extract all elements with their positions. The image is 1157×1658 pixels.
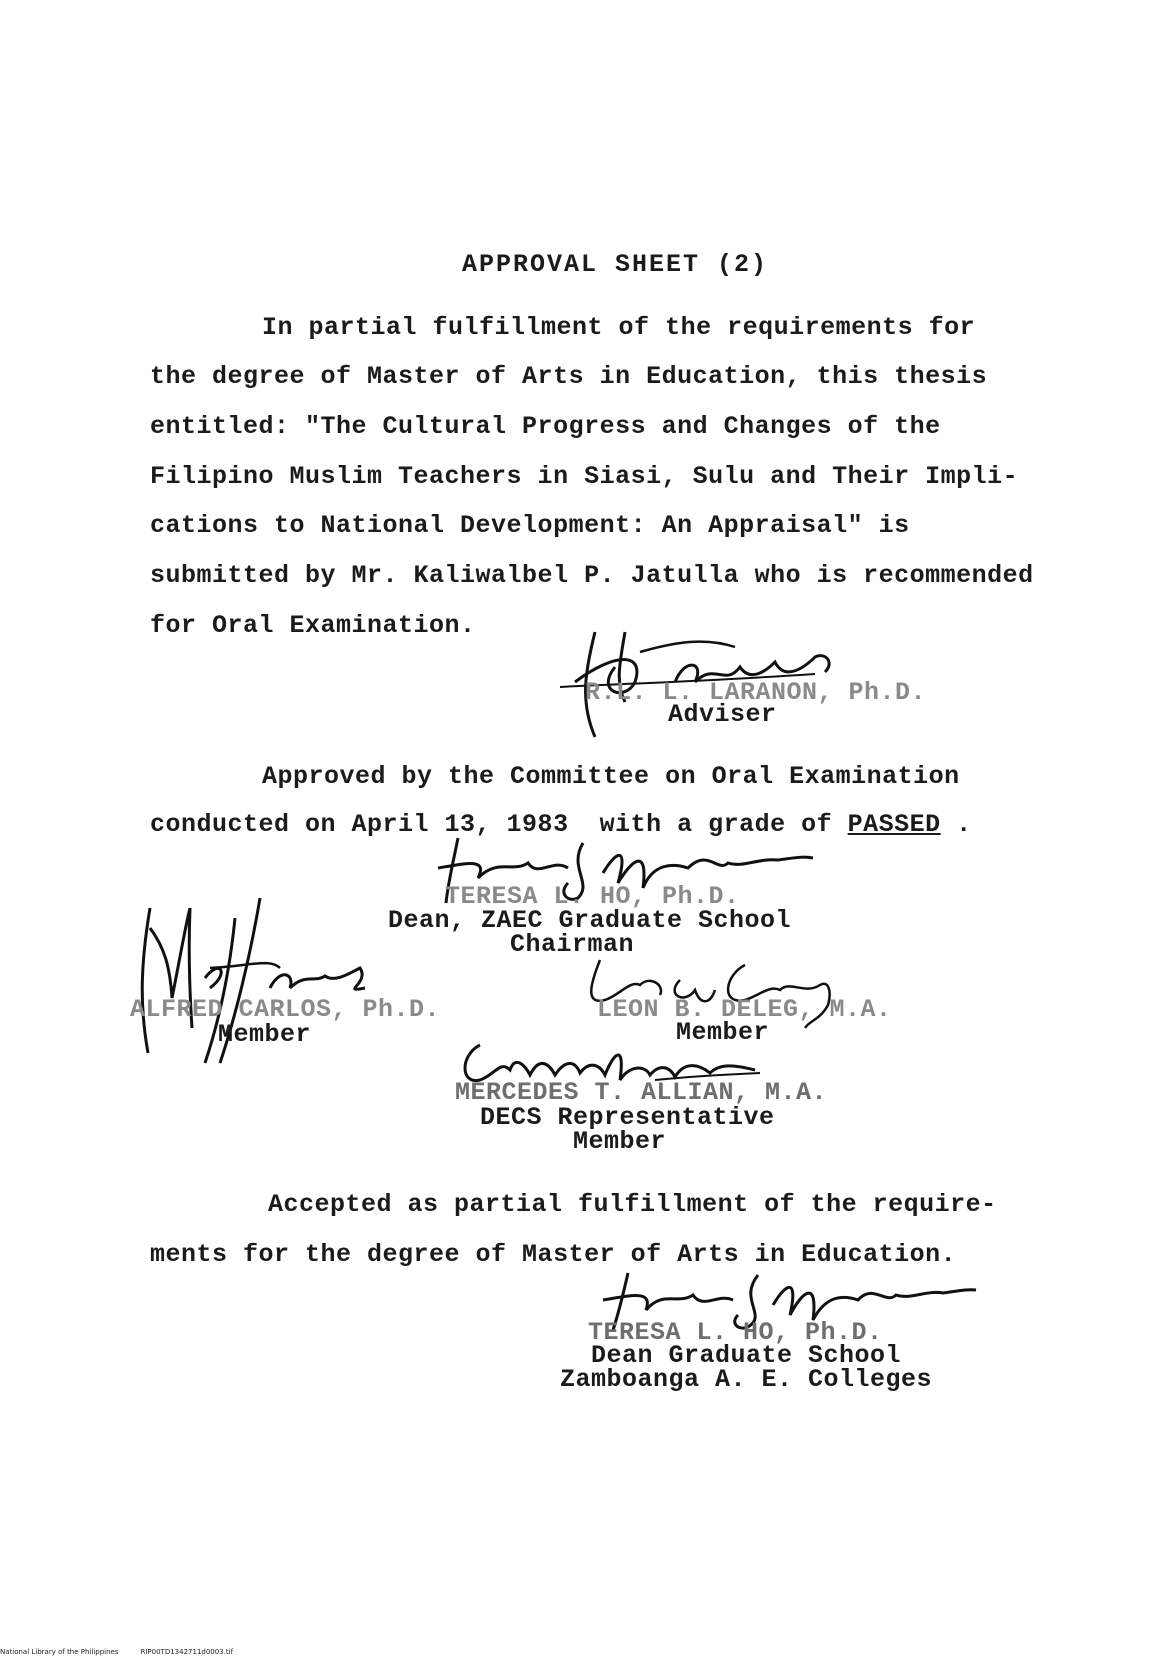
member-left-name: ALFRED CARLOS, Ph.D. <box>130 995 441 1024</box>
exam-line-suffix: . <box>940 810 972 839</box>
footer-file-id: RIP00TD1342711d0003.tif <box>140 1648 234 1656</box>
adviser-name: R.L. L. LARANON, Ph.D. <box>585 678 927 707</box>
member-center-name: MERCEDES T. ALLIAN, M.A. <box>455 1078 828 1107</box>
scan-footer <box>0 1648 255 1656</box>
paragraph-line: for Oral Examination. <box>150 611 476 640</box>
paragraph-line: cations to National Development: An Appraisal" is <box>150 511 910 540</box>
chairman-role: Chairman <box>510 930 635 959</box>
grade-value: PASSED <box>847 810 941 839</box>
dean-institution: Zamboanga A. E. Colleges <box>560 1365 933 1394</box>
member-center-role: Member <box>573 1127 667 1156</box>
adviser-role: Adviser <box>668 700 777 729</box>
chairman-name: TERESA L. HO, Ph.D. <box>445 882 740 911</box>
chairman-title: Dean, ZAEC Graduate School <box>388 906 792 935</box>
exam-line-prefix: conducted on April 13, 1983 with a grade of <box>150 810 848 839</box>
paragraph-line: Approved by the Committee on Oral Examination <box>262 762 960 791</box>
footer-library: National Library of the Philippines <box>0 1648 119 1656</box>
dean-name: TERESA L. HO, Ph.D. <box>588 1318 883 1347</box>
paragraph-line: submitted by Mr. Kaliwalbel P. Jatulla who is recommended <box>150 561 1034 590</box>
member-right-name: LEON B. DELEG, M.A. <box>597 995 892 1024</box>
member-right-role: Member <box>676 1018 770 1047</box>
page-title: APPROVAL SHEET (2) <box>462 250 769 279</box>
member-center-title: DECS Representative <box>480 1103 775 1132</box>
dean-title: Dean Graduate School <box>591 1341 902 1370</box>
paragraph-line: Accepted as partial fulfillment of the require- <box>268 1190 997 1219</box>
paragraph-line: the degree of Master of Arts in Education, this thesis <box>150 362 988 391</box>
paragraph-line: In partial fulfillment of the requirements for <box>262 313 976 342</box>
paragraph-line: ments for the degree of Master of Arts in Education. <box>150 1240 957 1269</box>
paragraph-line: Filipino Muslim Teachers in Siasi, Sulu and Their Impli- <box>150 462 1019 491</box>
paragraph-line: entitled: "The Cultural Progress and Changes of the <box>150 412 941 441</box>
member-left-role: Member <box>218 1020 312 1049</box>
